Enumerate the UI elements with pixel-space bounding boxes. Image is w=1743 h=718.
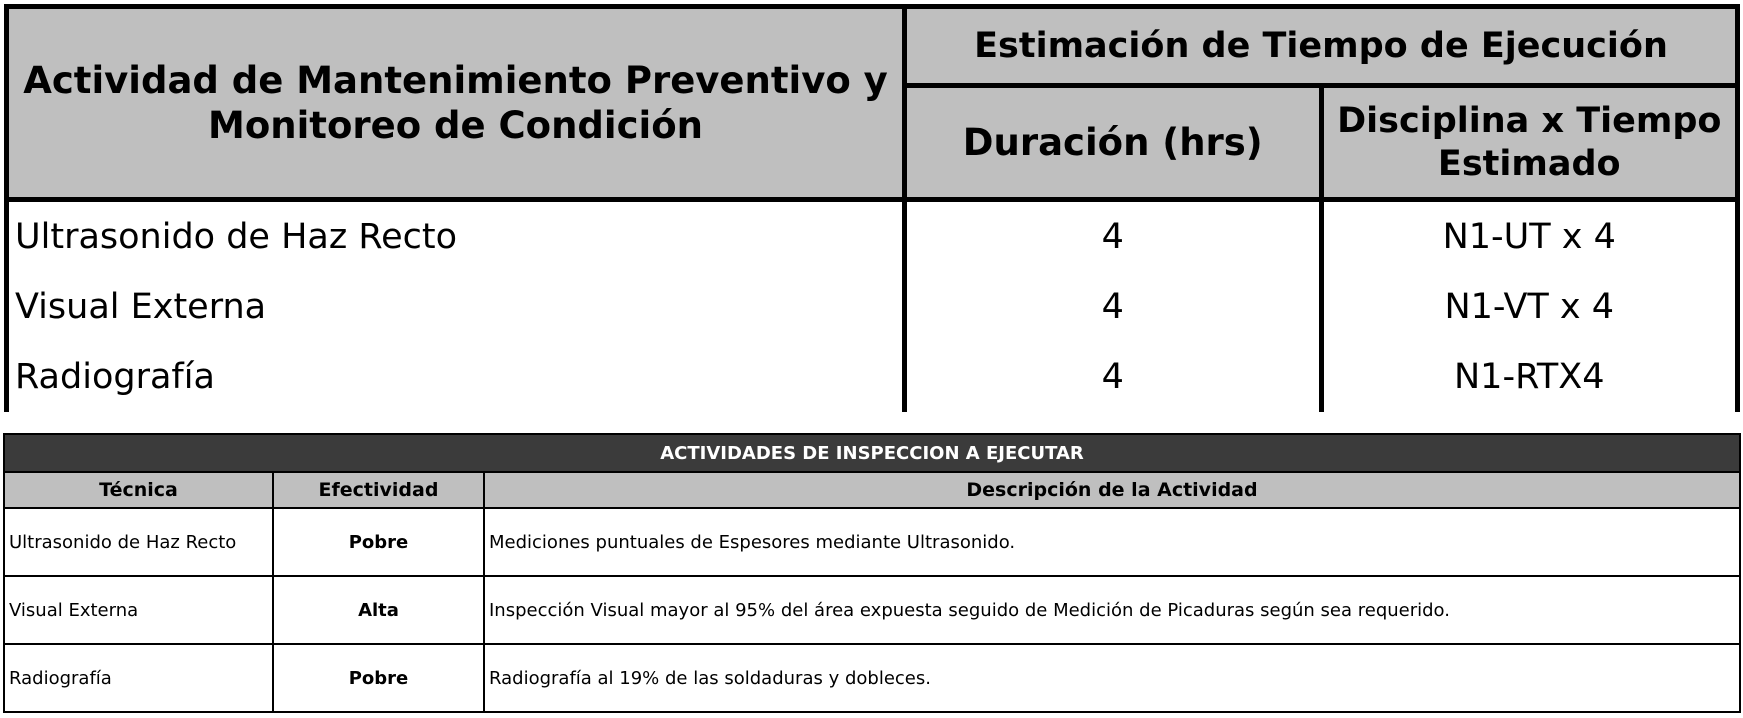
- table-row: [7, 272, 1738, 342]
- header-activity: Actividad de Mantenimiento Preventivo y Monitoreo de Condición: [7, 7, 905, 200]
- discipline-cell: N1-RTX4: [1321, 342, 1738, 412]
- description-cell: Inspección Visual mayor al 95% del área expuesta seguido de Medición de Picaduras según sea requerido.: [484, 576, 1740, 644]
- header-estimation: Estimación de Tiempo de Ejecución: [905, 7, 1738, 86]
- effectiveness-cell: Pobre: [273, 508, 484, 576]
- inspection-title-row: [4, 434, 1740, 472]
- discipline-cell: N1-VT x 4: [1321, 272, 1738, 342]
- inspection-header-row: [4, 472, 1740, 508]
- effectiveness-cell: Alta: [273, 576, 484, 644]
- activity-cell: Radiografía: [7, 342, 905, 412]
- activity-cell: Ultrasonido de Haz Recto: [7, 200, 905, 273]
- description-cell: Radiografía al 19% de las soldaduras y dobleces.: [484, 644, 1740, 712]
- table-row: [7, 342, 1738, 412]
- inspection-activities-table: [3, 433, 1741, 713]
- technique-cell: Radiografía: [4, 644, 273, 712]
- header-duration: Duración (hrs): [905, 86, 1322, 200]
- header-discipline: Disciplina x Tiempo Estimado: [1321, 86, 1738, 200]
- duration-cell: 4: [905, 342, 1322, 412]
- duration-cell: 4: [905, 200, 1322, 273]
- effectiveness-cell: Pobre: [273, 644, 484, 712]
- header-technique: Técnica: [4, 472, 273, 508]
- discipline-cell: N1-UT x 4: [1321, 200, 1738, 273]
- table-row: [4, 644, 1740, 712]
- table-row: [4, 576, 1740, 644]
- technique-cell: Visual Externa: [4, 576, 273, 644]
- header-effectiveness: Efectividad: [273, 472, 484, 508]
- activity-cell: Visual Externa: [7, 272, 905, 342]
- summary-header-row: [7, 7, 1738, 86]
- table-row: [7, 200, 1738, 273]
- description-cell: Mediciones puntuales de Espesores mediante Ultrasonido.: [484, 508, 1740, 576]
- inspection-table-title: ACTIVIDADES DE INSPECCION A EJECUTAR: [4, 434, 1740, 472]
- duration-cell: 4: [905, 272, 1322, 342]
- header-description: Descripción de la Actividad: [484, 472, 1740, 508]
- technique-cell: Ultrasonido de Haz Recto: [4, 508, 273, 576]
- table-row: [4, 508, 1740, 576]
- maintenance-summary-table: [4, 4, 1740, 412]
